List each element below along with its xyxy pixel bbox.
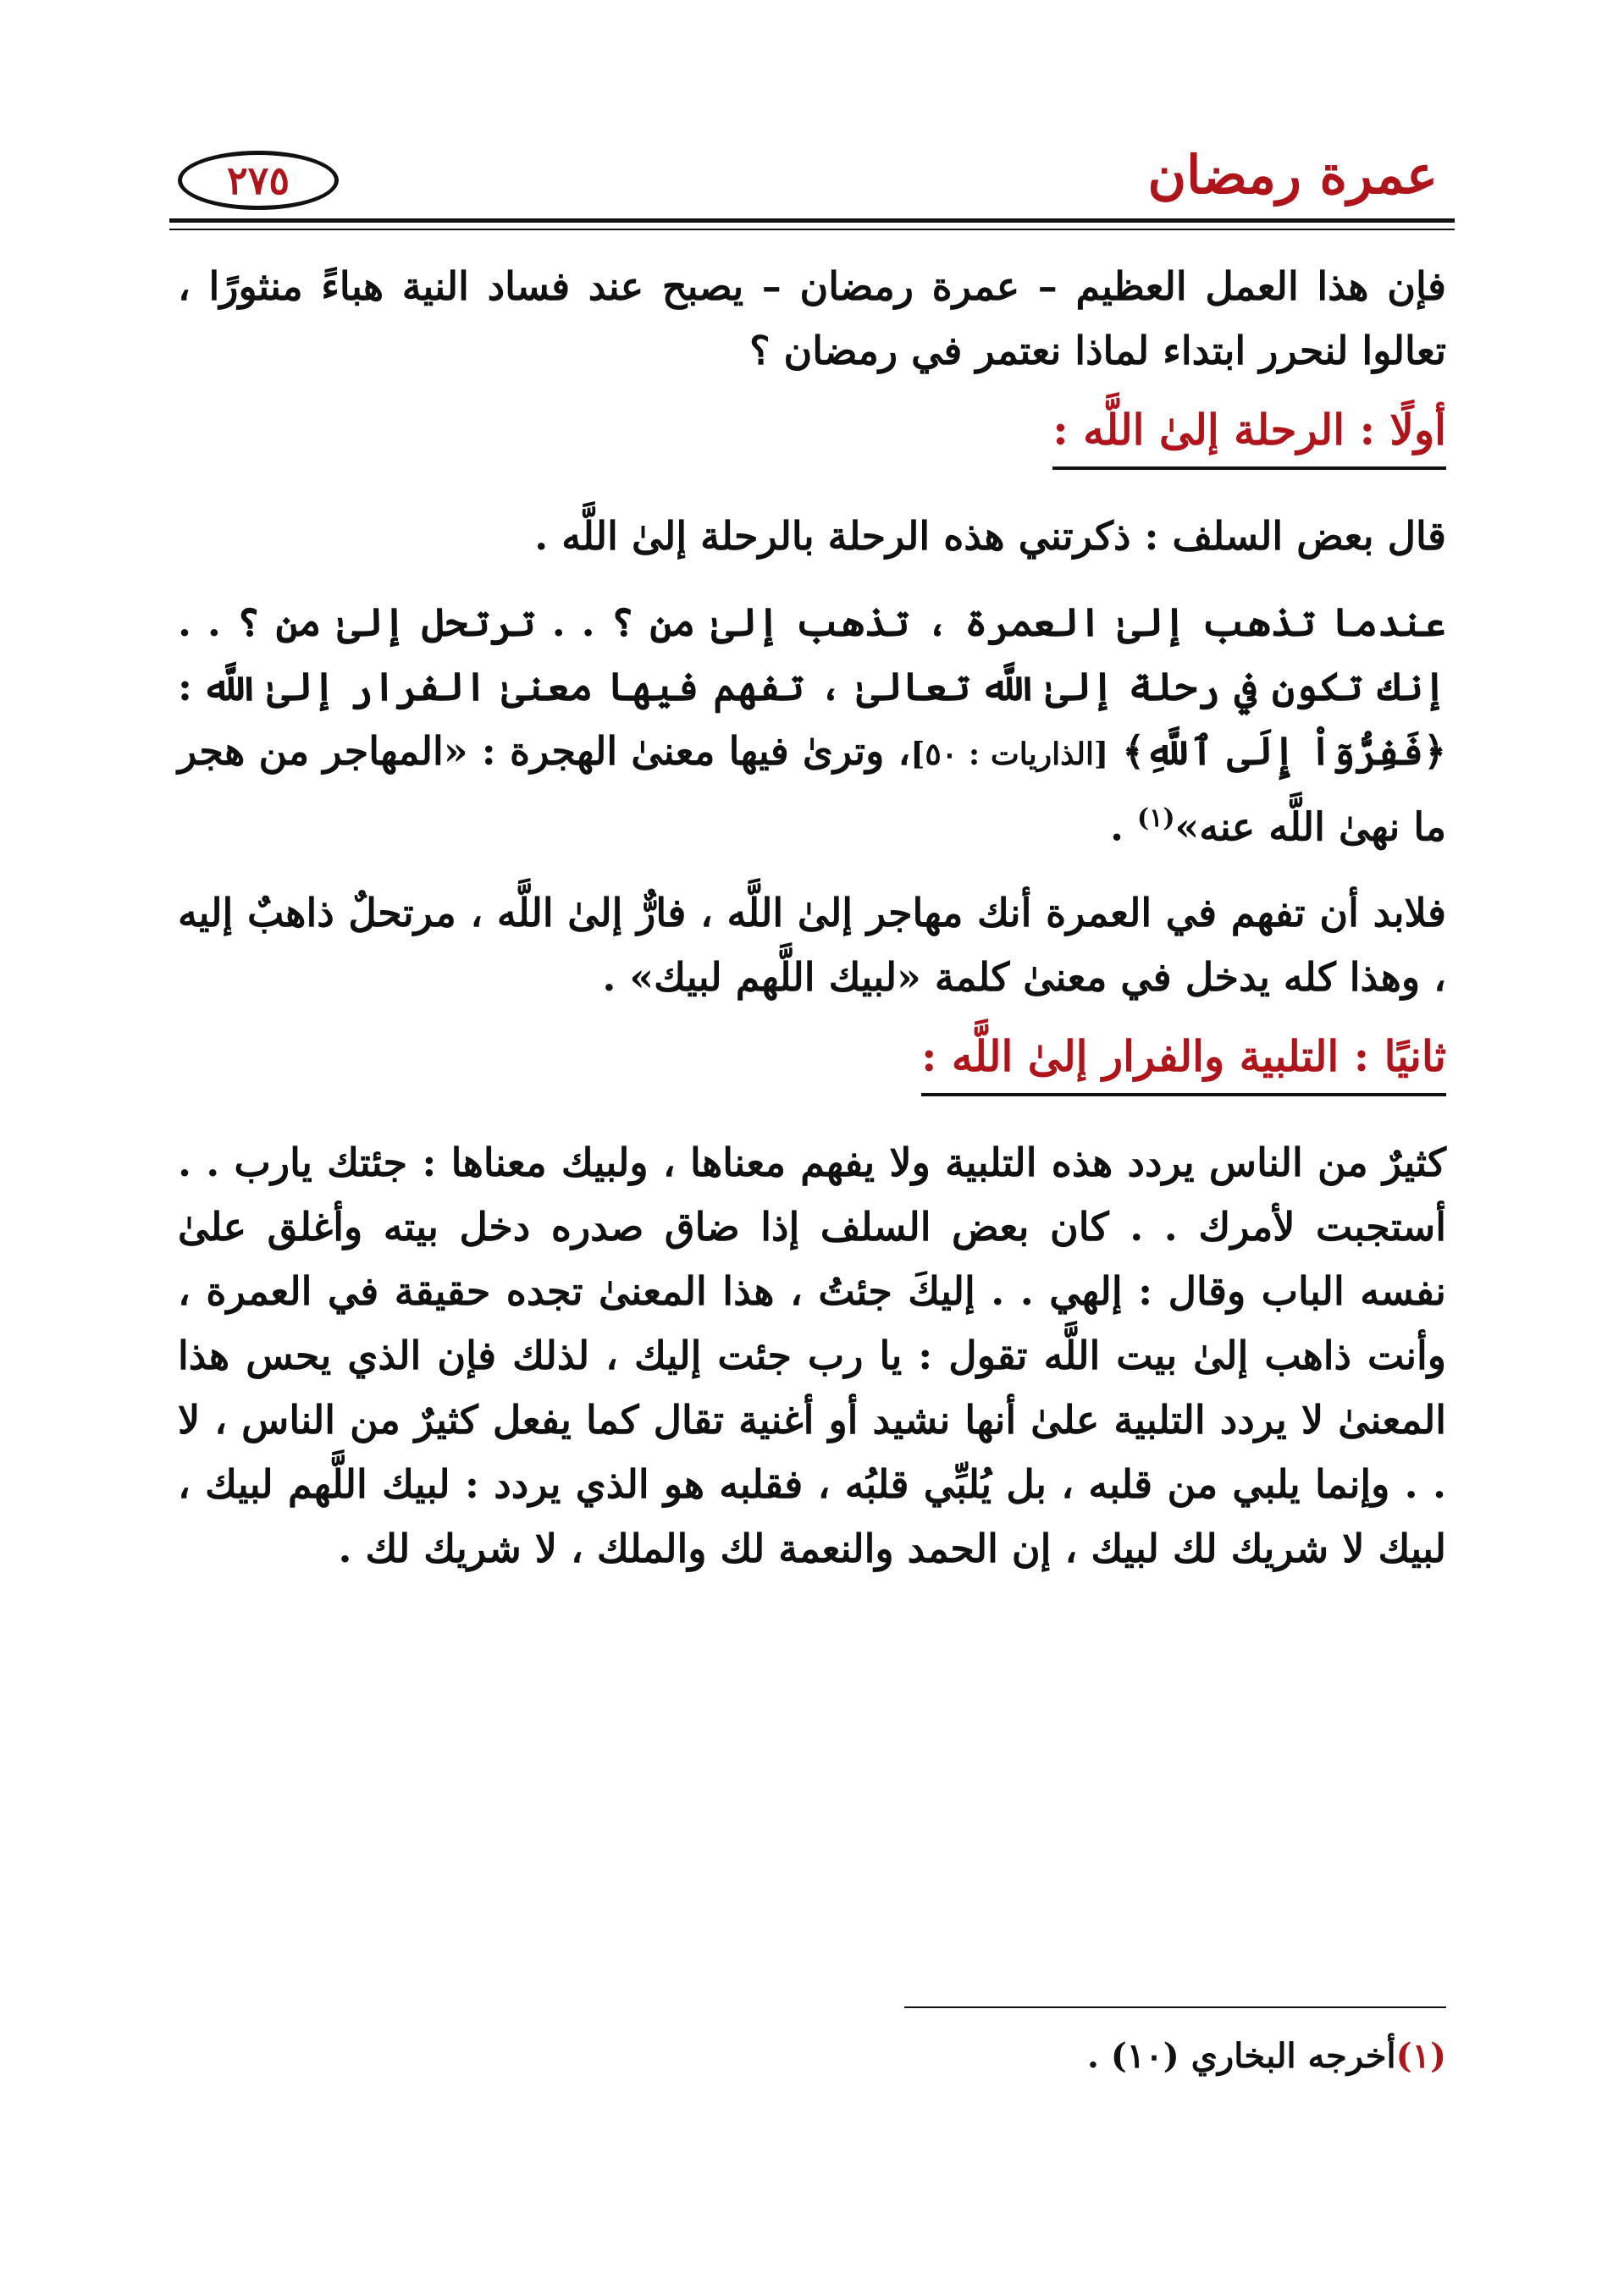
paragraph-2: قال بعض السلف : ذكرتني هذه الرحلة بالرحلة إلىٰ اللَّه .: [534, 513, 1446, 559]
section-heading-1-text: أولًا : الرحلة إلىٰ اللَّه :: [1052, 405, 1446, 470]
paragraph-3-text: عندما تذهب إلىٰ العمرة ، تذهب إلىٰ من ؟ . . ترتحل إلىٰ من ؟ . . إنك تكون في رحلة إلىٰ اللَّه تعالىٰ ، تفهم فيها معنىٰ الفرار إلىٰ اللَّه :: [178, 599, 1446, 709]
header-rule-thick: [169, 218, 1455, 223]
header-rule-thin: [169, 229, 1455, 230]
hadith-quote: «المهاجر من هجر ما نهىٰ اللَّه عنه»: [178, 728, 1446, 850]
footnote: [1087, 2036, 1446, 2076]
footnote-number: (١): [1395, 2036, 1446, 2076]
section-heading-2: [178, 1031, 1446, 1096]
section-heading-2-text: ثانيًا : التلبية والفرار إلىٰ اللَّه :: [921, 1031, 1446, 1096]
paragraph-3-text-2: ، وترىٰ فيها معنىٰ الهجرة :: [481, 728, 911, 774]
page-number: ٢٧٥: [178, 151, 339, 210]
verse-reference: [الذاريات : ٥٠]: [910, 737, 1108, 772]
footnote-marker: (١): [1136, 803, 1175, 833]
page-header: [169, 135, 1455, 229]
quran-verse: ﴿فَفِرُّوٓاْ إِلَى ٱللَّهِ﴾: [1122, 728, 1447, 774]
paragraph-4: فلابد أن تفهم في العمرة أنك مهاجر إلىٰ اللَّه ، فارٌّ إلىٰ اللَّه ، مرتحلٌ ذاهبٌ إليه ، وهذا كله يدخل في معنىٰ كلمة «لبيك اللَّهم لبيك» .: [178, 890, 1446, 1001]
footnote-separator: [904, 2006, 1446, 2008]
footnote-text: أخرجه البخاري (١٠) .: [1087, 2036, 1396, 2076]
main-content: [178, 254, 1446, 1603]
section-heading-1: [178, 405, 1446, 470]
paragraph-3-end: .: [1109, 803, 1124, 850]
paragraph-5: كثيرٌ من الناس يردد هذه التلبية ولا يفهم معناها ، ولبيك معناها : جئتك يارب . . أستجبت لأمرك . . كان بعض السلف إذا ضاق صدره دخل بيته وأغلق علىٰ نفسه الباب وقال : إلهي . . إليكَ جئتُ ، هذا المعنىٰ تجده حقيقة في العمرة ، وأنت ذاهب إلىٰ بيت اللَّه تقول : يا رب جئت إليك ، لذلك فإن الذي يحس هذا المعنىٰ لا يردد التلبية علىٰ أنها نشيد أو أغنية تقال كما يفعل كثيرٌ من الناس ، لا . . وإنما يلبي من قلبه ، بل يُلبِّي قلبُه ، فقلبه هو الذي يردد : لبيك اللَّهم لبيك ، لبيك لا شريك لك لبيك ، إن الحمد والنعمة لك والملك ، لا شريك لك .: [178, 1140, 1446, 1572]
paragraph-1: فإن هذا العمل العظيم – عمرة رمضان – يصبح عند فساد النية هباءً منثورًا ، تعالوا لنحرر ابتداء لماذا نعتمر في رمضان ؟: [178, 263, 1446, 373]
book-title: عمرة رمضان: [1147, 144, 1438, 206]
paragraph-3: [178, 590, 1446, 858]
